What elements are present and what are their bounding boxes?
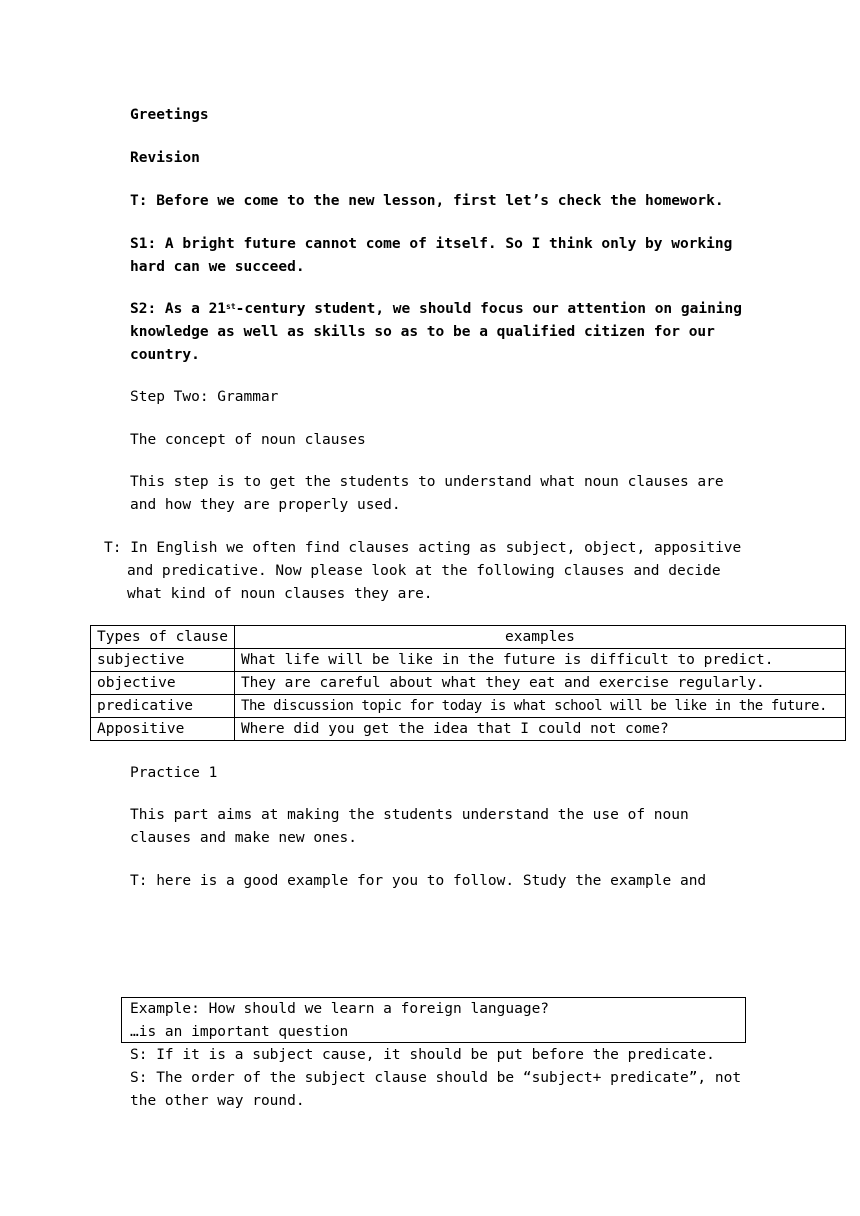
table-cell-example: Where did you get the idea that I could not come? [234,718,845,741]
table-row [91,649,846,672]
practice-description: This part aims at making the students understand the use of noun clauses and make new ones. [130,807,689,846]
instruction-first-line: T: In English we often find clauses acting as subject, object, appositive [104,540,742,556]
table-cell-type: predicative [91,695,235,718]
teacher-homework-line: T: Before we come to the new lesson, first let’s check the homework. [130,193,724,209]
s2-suffix: -century student, we should focus our attention on gaining knowledge as well as skills so as to be a qualified citizen for our country. [130,301,742,363]
heading-revision: Revision [130,150,200,166]
practice-one-heading: Practice 1 [130,765,218,781]
table-header-cell: Types of clause [91,626,235,649]
teacher-english-instruction [104,537,744,606]
example-box [121,997,746,1043]
step-two-heading: Step Two: Grammar [130,389,279,405]
example-line-1: Example: How should we learn a foreign language? [130,1001,550,1017]
student-one-answer: S1: A bright future cannot come of itself. So I think only by working hard can we succeed. [130,236,733,275]
table-cell-type: Appositive [91,718,235,741]
student-order-line: S: The order of the subject clause should be “subject+ predicate”, not the other way round. [130,1070,742,1109]
table-cell-type: objective [91,672,235,695]
table-cell-example: They are careful about what they eat and exercise regularly. [234,672,845,695]
table-cell-example: What life will be like in the future is difficult to predict. [234,649,845,672]
s2-superscript: st [226,302,236,311]
table-cell-type: subjective [91,649,235,672]
table-header-row [91,626,846,649]
teacher-example-line: T: here is a good example for you to follow. Study the example and [130,873,707,889]
table-row [91,672,846,695]
student-two-answer [130,298,745,367]
table-header-cell: examples [234,626,845,649]
table-row [91,718,846,741]
instruction-rest: and predicative. Now please look at the following clauses and decide what kind of noun clauses they are. [127,563,721,602]
s2-prefix: S2: As a 21 [130,301,227,317]
table-row [91,695,846,718]
concept-heading: The concept of noun clauses [130,432,366,448]
example-line-2: …is an important question [130,1024,349,1040]
heading-greetings: Greetings [130,107,209,123]
student-subject-cause-line: S: If it is a subject cause, it should be put before the predicate. [130,1047,715,1063]
step-description: This step is to get the students to understand what noun clauses are and how they are properly used. [130,474,724,513]
table-cell-example: The discussion topic for today is what school will be like in the future. [234,695,845,718]
clause-types-table [90,625,846,741]
